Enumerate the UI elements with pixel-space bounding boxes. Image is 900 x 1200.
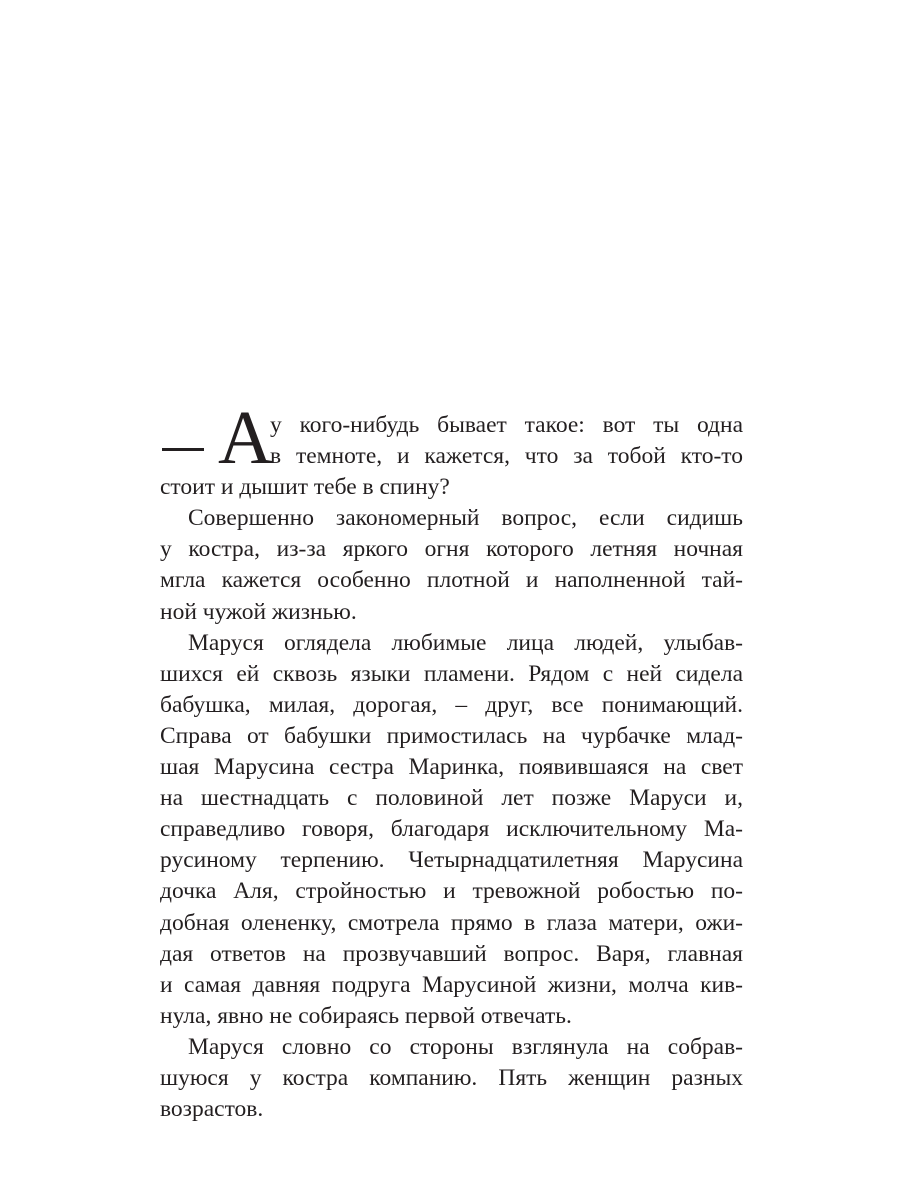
drop-cap: [160, 396, 273, 480]
text-line: бабушка, милая, дорогая, – друг, все понимающий.: [160, 691, 743, 718]
text-line: дочка Аля, стройностью и тревожной робостью по-: [160, 878, 743, 905]
paragraph-4: [160, 1032, 743, 1125]
text-line: шая Марусина сестра Маринка, появившаяся на свет: [160, 754, 743, 781]
paragraph-2: [160, 503, 743, 627]
text-line: Маруся оглядела любимые лица людей, улыбав-: [188, 629, 743, 656]
text-line: в темноте, и кажется, что за тобой кто-то: [270, 443, 743, 470]
text-line: Совершенно закономерный вопрос, если сидишь: [188, 505, 743, 532]
paragraph-3: [160, 628, 743, 1032]
text-line: возрастов.: [160, 1096, 264, 1123]
drop-cap-letter: А: [218, 396, 273, 480]
text-line: Справа от бабушки примостилась на чурбачке млад-: [160, 722, 743, 749]
text-line: нула, явно не собираясь первой отвечать.: [160, 1002, 572, 1029]
body-text: [160, 396, 743, 1125]
text-line: Маруся словно со стороны взглянула на собрав-: [188, 1033, 743, 1060]
text-line: шуюся у костра компанию. Пять женщин разных: [160, 1064, 743, 1091]
text-line: добная олененку, смотрела прямо в глаза матери, ожи-: [160, 909, 743, 936]
text-line: мгла кажется особенно плотной и наполненной тай-: [160, 567, 743, 594]
text-line: шихся ей сквозь языки пламени. Рядом с ней сидела: [160, 660, 743, 687]
text-line: русиному терпению. Четырнадцатилетняя Марусина: [160, 847, 743, 874]
text-line: стоит и дышит тебе в спину?: [160, 474, 450, 501]
dialogue-dash: [162, 448, 204, 451]
text-line: у кого-нибудь бывает такое: вот ты одна: [270, 412, 743, 438]
text-line: и самая давняя подруга Марусиной жизни, молча кив-: [160, 971, 743, 998]
text-line: дая ответов на прозвучавший вопрос. Варя, главная: [160, 940, 743, 967]
text-line: справедливо говоря, благодаря исключительному Ма-: [160, 816, 743, 843]
text-line: на шестнадцать с половиной лет позже Маруси и,: [160, 785, 743, 812]
text-line: ной чужой жизнью.: [160, 598, 357, 625]
text-line: у костра, из-за яркого огня которого летняя ночная: [160, 536, 743, 563]
